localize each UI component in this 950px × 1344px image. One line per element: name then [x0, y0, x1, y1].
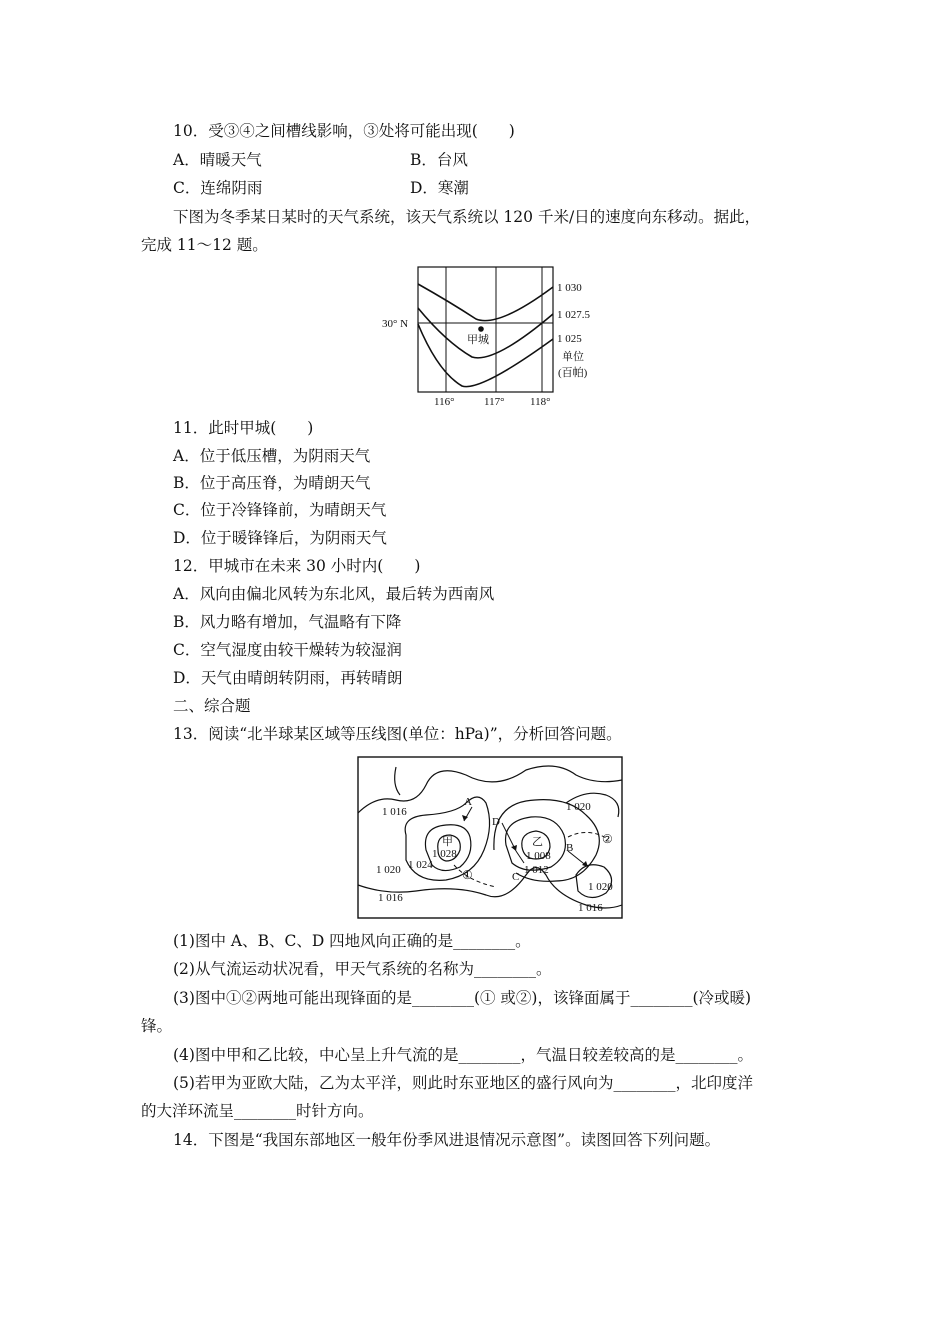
- q11-stem: 11．此时甲城( ): [173, 419, 314, 437]
- q13-part4: (4)图中甲和乙比较，中心呈上升气流的是________，气温日较差较高的是________。: [173, 1046, 753, 1064]
- q11-option-c: C．位于冷锋锋前，为晴朗天气: [173, 501, 387, 519]
- label-1016-nw: 1 016: [382, 806, 407, 818]
- marker-1-label: ①: [462, 868, 473, 882]
- city-jia-label: 甲城: [467, 334, 489, 346]
- label-1016-sw: 1 016: [378, 892, 403, 904]
- city-jia-dot: [478, 326, 484, 332]
- label-jia: 甲: [442, 836, 453, 848]
- label-1028: 1 028: [432, 848, 457, 860]
- isobar-small-nw: [395, 767, 400, 795]
- q11-option-b: B．位于高压脊，为晴朗天气: [173, 474, 371, 492]
- q13-part1: (1)图中 A、B、C、D 四地风向正确的是________。: [173, 932, 531, 950]
- q13-part5-line2: 的大洋环流呈________时针方向。: [141, 1102, 374, 1120]
- q13-stem: 13．阅读“北半球某区域等压线图(单位：hPa)”，分析回答问题。: [173, 725, 622, 743]
- point-a-label: A: [464, 796, 472, 808]
- isobar-figure-2: [356, 755, 626, 921]
- label-1024: 1 024: [408, 859, 433, 871]
- q10-option-c: C．连绵阴雨: [173, 179, 263, 197]
- point-c-label: C: [512, 871, 520, 883]
- label-1016-se: 1 016: [578, 902, 603, 914]
- q12-option-c: C．空气湿度由较干燥转为较湿润: [173, 641, 402, 659]
- longitude-118: 118°: [530, 396, 551, 408]
- label-1008: 1 008: [526, 850, 551, 862]
- q13-part2: (2)从气流运动状况看，甲天气系统的名称为________。: [173, 960, 552, 978]
- q11-option-d: D．位于暖锋锋后，为阴雨天气: [173, 529, 387, 547]
- label-1020-se: 1 020: [588, 881, 613, 893]
- q12-option-d: D．天气由晴朗转阴雨，再转晴朗: [173, 669, 403, 687]
- intro-11-line2: 完成 11～12 题。: [141, 236, 268, 254]
- q14-stem: 14．下图是“我国东部地区一般年份季风进退情况示意图”。读图回答下列问题。: [173, 1131, 721, 1149]
- intro-11-line1: 下图为冬季某日某时的天气系统，该天气系统以 120 千米/日的速度向东移动。据此，: [173, 208, 761, 226]
- isobar-figure-1: [380, 262, 610, 412]
- longitude-117: 117°: [484, 396, 505, 408]
- unit-hpa-label: (百帕): [558, 367, 588, 379]
- label-1020-ne: 1 020: [566, 801, 591, 813]
- q12-option-a: A．风向由偏北风转为东北风，最后转为西南风: [173, 585, 495, 603]
- point-b-label: B: [566, 842, 574, 854]
- label-yi: 乙: [532, 836, 543, 848]
- q10-option-d: D．寒潮: [410, 179, 469, 197]
- isobar-1030: [418, 284, 553, 321]
- q12-stem: 12．甲城市在未来 30 小时内( ): [173, 557, 421, 575]
- marker-2-label: ②: [602, 832, 613, 846]
- q10-stem: 10．受③④之间槽线影响，③处将可能出现( ): [173, 122, 515, 140]
- unit-label: 单位: [562, 351, 584, 363]
- point-d-label: D: [492, 816, 500, 828]
- wind-arrow-c: [516, 851, 524, 863]
- longitude-116: 116°: [434, 396, 455, 408]
- label-1030: 1 030: [557, 282, 582, 294]
- q10-option-a: A．晴暖天气: [173, 151, 262, 169]
- q11-option-a: A．位于低压槽，为阴雨天气: [173, 447, 371, 465]
- q13-part5-line1: (5)若甲为亚欧大陆，乙为太平洋，则此时东亚地区的盛行风向为________，北印度洋: [173, 1074, 753, 1092]
- q13-part3-line1: (3)图中①②两地可能出现锋面的是________(① 或②)，该锋面属于________(冷或暖): [173, 989, 752, 1007]
- q10-option-b: B．台风: [410, 151, 468, 169]
- q12-option-b: B．风力略有增加，气温略有下降: [173, 613, 402, 631]
- q13-part3-line2: 锋。: [141, 1017, 173, 1035]
- label-1012: 1 012: [524, 864, 549, 876]
- label-1020-w: 1 020: [376, 864, 401, 876]
- label-1027-5: 1 027.5: [557, 309, 590, 321]
- label-1025: 1 025: [557, 333, 582, 345]
- isobar-1027-5: [418, 308, 553, 358]
- latitude-label: 30° N: [382, 318, 409, 330]
- section-heading: 二、综合题: [173, 697, 251, 715]
